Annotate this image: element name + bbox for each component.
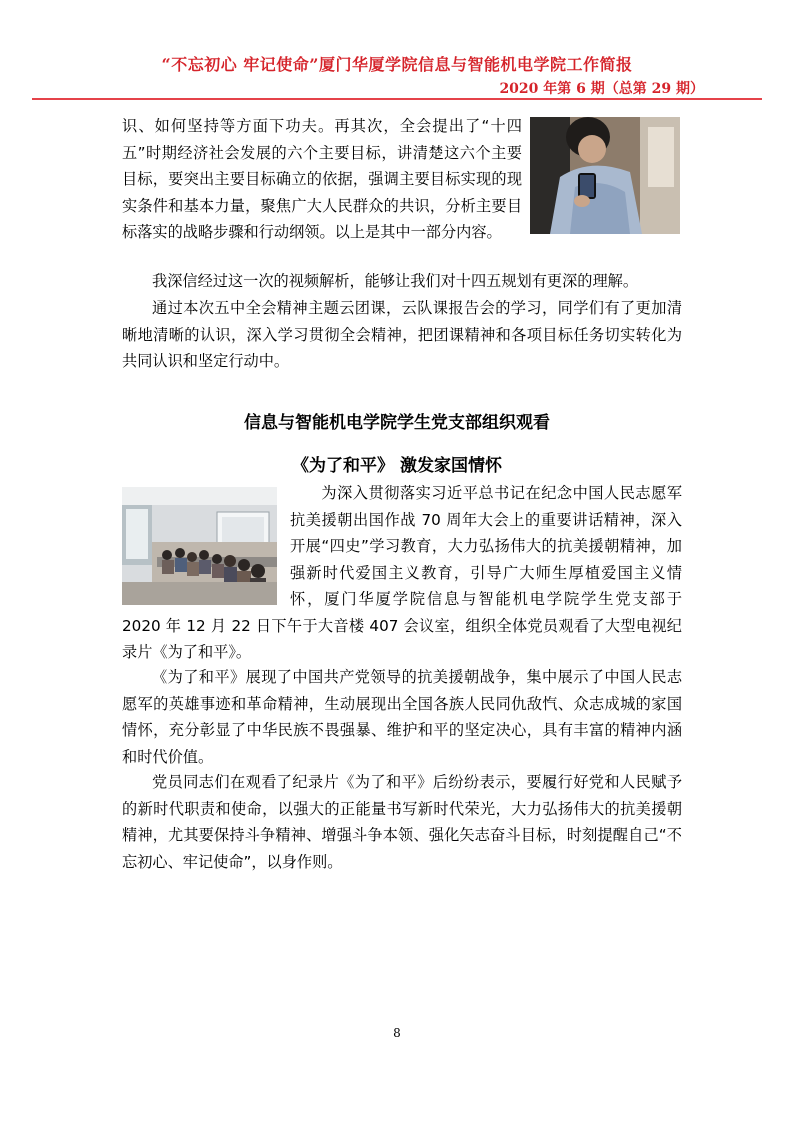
- header-divider: [32, 98, 762, 100]
- article2-paragraph-1: 为深入贯彻落实习近平总书记在纪念中国人民志愿军抗美援朝出国作战 70 周年大会上的重要讲话精神，深入开展“四史”学习教育，大力弘扬伟大的抗美援朝精神，加强新时代爱国主义教育，引导广大师生厚植爱国主义情怀，厦门华厦学院信息与智能机电学院学生党支部于 2020 年 12 月 22 日下午于大音楼 407 会议室，组织全体党员观看了大型电视纪录片《为了和平》。: [122, 480, 682, 666]
- bulletin-title: “不忘初心 牢记使命”厦门华厦学院信息与智能机电学院工作简报: [161, 55, 633, 74]
- photo-float-spacer: [122, 480, 290, 608]
- article1-paragraph-3: 通过本次五中全会精神主题云团课，云队课报告会的学习，同学们有了更加清晰地清晰的认识，深入学习贯彻全会精神，把团课精神和各项目标任务切实转化为共同认识和坚定行动中。: [122, 299, 682, 370]
- photo1-float-spacer: [522, 113, 682, 241]
- article1-paragraph-2: 我深信经过这一次的视频解析，能够让我们对十四五规划有更深的理解。: [152, 272, 638, 290]
- article1-paragraph-1: 识、如何坚持等方面下功夫。再其次，全会提出了“十四五”时期经济社会发展的六个主要目标，讲清楚这六个主要目标，要突出主要目标确立的依据，强调主要目标实现的现实条件和基本力量，聚焦广大人民群众的共识，分析主要目标落实的战略步骤和行动纲领。以上是其中一部分内容。: [122, 113, 682, 246]
- article2-paragraph-2: 《为了和平》展现了中国共产党领导的抗美援朝战争，集中展示了中国人民志愿军的英雄事迹和革命精神，生动展现出全国各族人民同仇敌忾、众志成城的家国情怀，充分彰显了中华民族不畏强暴、维护和平的坚定决心，具有丰富的精神内涵和时代价值。: [122, 668, 682, 766]
- issue-number: 2020 年第 6 期（总第 29 期）: [499, 81, 704, 97]
- article2-title-line1: 信息与智能机电学院学生党支部组织观看: [244, 413, 550, 433]
- page-number: 8: [393, 1026, 401, 1040]
- article2-title-line2: 《为了和平》 激发家国情怀: [292, 456, 502, 476]
- article2-paragraph-3: 党员同志们在观看了纪录片《为了和平》后纷纷表示，要履行好党和人民赋予的新时代职责和使命，以强大的正能量书写新时代荣光，大力弘扬伟大的抗美援朝精神，尤其要保持斗争精神、增强斗争本领、强化矢志奋斗目标，时刻提醒自己“不忘初心、牢记使命”，以身作则。: [122, 773, 682, 871]
